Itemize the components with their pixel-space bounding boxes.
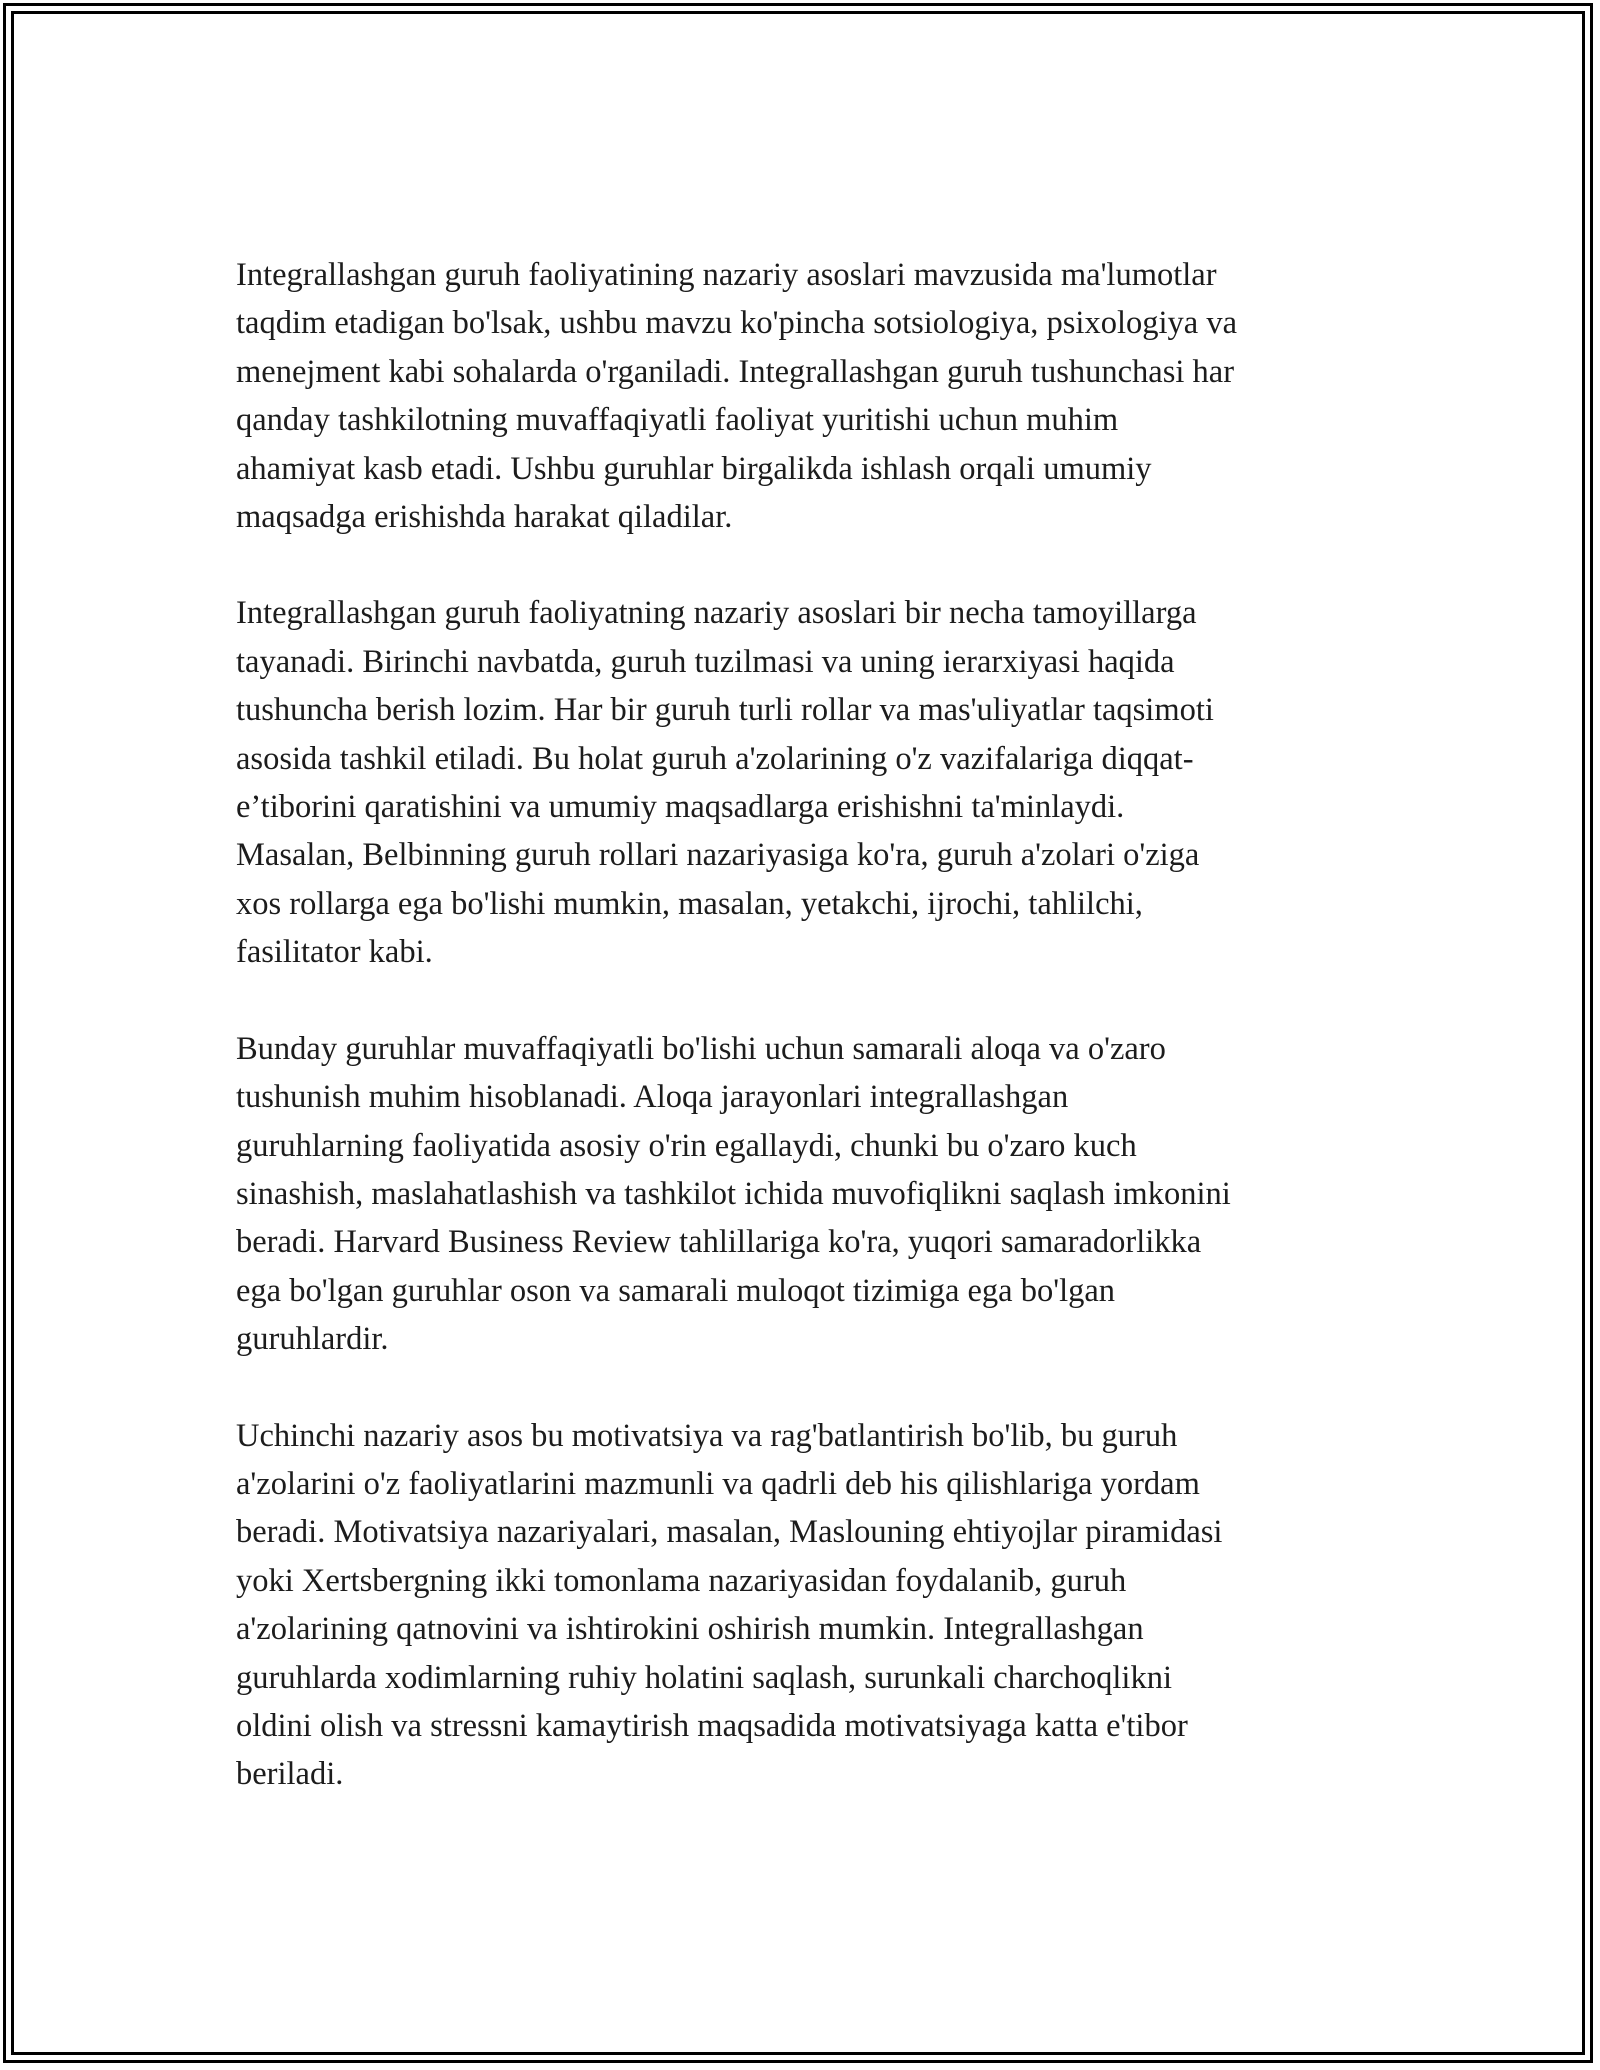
text-line: guruhlarning faoliyatida asosiy o'rin egallaydi, chunki bu o'zaro kuch bbox=[236, 1127, 1137, 1164]
document-body bbox=[236, 251, 1396, 1847]
text-line: beradi. Harvard Business Review tahlillariga ko'ra, yuqori samaradorlikka bbox=[236, 1224, 1202, 1261]
text-line: ega bo'lgan guruhlar oson va samarali muloqot tizimiga ega bo'lgan bbox=[236, 1272, 1116, 1309]
text-line: maqsadga erishishda harakat qiladilar. bbox=[236, 499, 733, 536]
text-line: ahamiyat kasb etadi. Ushbu guruhlar birgalikda ishlash orqali umumiy bbox=[236, 450, 1152, 487]
paragraph-1 bbox=[236, 251, 1396, 541]
text-line: fasilitator kabi. bbox=[236, 934, 433, 971]
paragraph-2 bbox=[236, 589, 1396, 976]
text-line: yoki Xertsbergning ikki tomonlama nazariyasidan foydalanib, guruh bbox=[236, 1562, 1127, 1599]
text-line: tushuncha berish lozim. Har bir guruh turli rollar va mas'uliyatlar taqsimoti bbox=[236, 692, 1214, 729]
text-line: Masalan, Belbinning guruh rollari nazariyasiga ko'ra, guruh a'zolari o'ziga bbox=[236, 837, 1200, 874]
text-line: tushunish muhim hisoblanadi. Aloqa jarayonlari integrallashgan bbox=[236, 1079, 1069, 1116]
text-line: taqdim etadigan bo'lsak, ushbu mavzu ko'pincha sotsiologiya, psixologiya va bbox=[236, 305, 1237, 342]
text-line: e’tiborini qaratishini va umumiy maqsadlarga erishishni ta'minlaydi. bbox=[236, 789, 1125, 826]
paragraph-4 bbox=[236, 1412, 1396, 1799]
paragraph-3 bbox=[236, 1025, 1396, 1364]
text-line: Uchinchi nazariy asos bu motivatsiya va rag'batlantirish bo'lib, bu guruh bbox=[236, 1417, 1178, 1454]
text-line: tayanadi. Birinchi navbatda, guruh tuzilmasi va uning ierarxiyasi haqida bbox=[236, 643, 1175, 680]
text-line: Integrallashgan guruh faoliyatning nazariy asoslari bir necha tamoyillarga bbox=[236, 595, 1197, 632]
text-line: a'zolarini o'z faoliyatlarini mazmunli va qadrli deb his qilishlariga yordam bbox=[236, 1465, 1200, 1502]
text-line: beriladi. bbox=[236, 1756, 344, 1793]
text-line: guruhlardir. bbox=[236, 1321, 389, 1358]
text-line: Integrallashgan guruh faoliyatining nazariy asoslari mavzusida ma'lumotlar bbox=[236, 257, 1217, 293]
text-line: beradi. Motivatsiya nazariyalari, masalan, Maslouning ehtiyojlar piramidasi bbox=[236, 1514, 1223, 1551]
text-line: sinashish, maslahatlashish va tashkilot ichida muvofiqlikni saqlash imkonini bbox=[236, 1175, 1231, 1212]
text-line: oldini olish va stressni kamaytirish maqsadida motivatsiyaga katta e'tibor bbox=[236, 1707, 1188, 1744]
text-line: Bunday guruhlar muvaffaqiyatli bo'lishi uchun samarali aloqa va o'zaro bbox=[236, 1030, 1166, 1067]
text-line: guruhlarda xodimlarning ruhiy holatini saqlash, surunkali charchoqlikni bbox=[236, 1659, 1172, 1696]
text-line: qanday tashkilotning muvaffaqiyatli faoliyat yuritishi uchun muhim bbox=[236, 402, 1119, 439]
text-line: menejment kabi sohalarda o'rganiladi. Integrallashgan guruh tushunchasi har bbox=[236, 353, 1235, 390]
text-line: a'zolarining qatnovini va ishtirokini oshirish mumkin. Integrallashgan bbox=[236, 1611, 1144, 1648]
text-line: asosida tashkil etiladi. Bu holat guruh a'zolarining o'z vazifalariga diqqat- bbox=[236, 740, 1194, 777]
text-line: xos rollarga ega bo'lishi mumkin, masalan, yetakchi, ijrochi, tahlilchi, bbox=[236, 885, 1143, 922]
